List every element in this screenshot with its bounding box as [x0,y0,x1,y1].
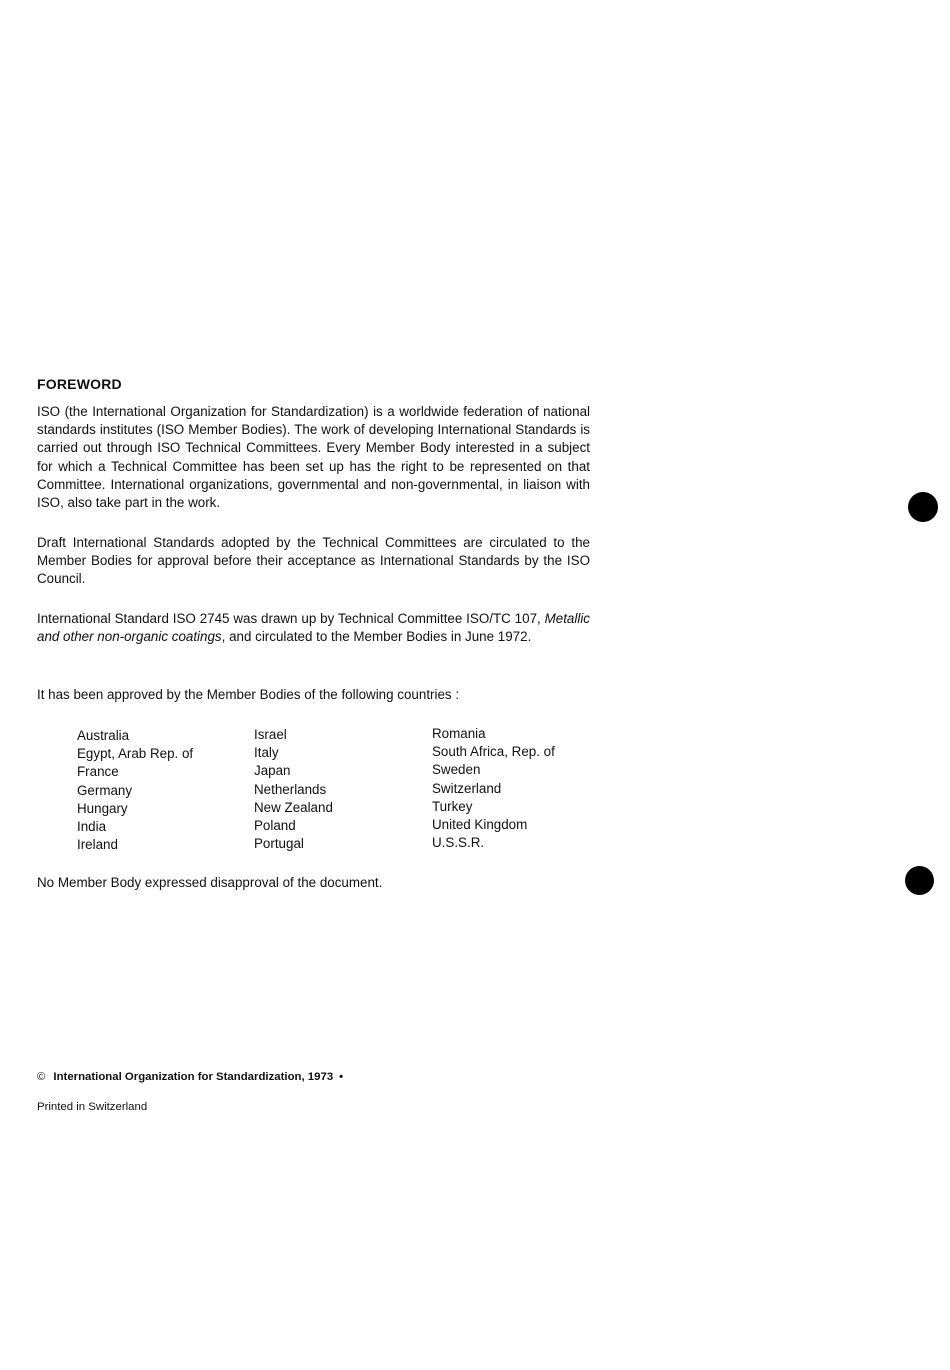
foreword-paragraph-1: ISO (the International Organization for Standardization) is a worldwide federation of national standards institutes (ISO Member Bodies). The work of developing International Standards is carried out through ISO Technical Committees. Every Member Body interested in a subject for which a Technical Committee has been set up has the right to be represented on that Committee. International organizations, governmental and non-governmental, in liaison with ISO, also take part in the work. [37,404,590,511]
country-name: U.S.S.R. [432,835,485,851]
punch-hole-mark-bottom [905,866,934,895]
country-name: Australia [77,728,130,743]
country-name: Ireland [77,837,118,853]
foreword-paragraph-3 [37,610,590,646]
bullet-icon: • [339,1071,344,1083]
countries-column-2 [254,726,333,853]
paragraph-3-text-end: , and circulated to the Member Bodies in June 1972. [221,629,532,645]
countries-column-3 [432,725,555,852]
country-name: Israel [254,727,287,742]
country-name: Turkey [432,798,473,814]
printed-location: Printed in Switzerland [37,1101,148,1113]
copyright-notice [37,1071,343,1083]
country-name: Switzerland [432,780,502,796]
country-name: India [77,819,107,835]
copyright-icon: © [37,1071,46,1083]
foreword-paragraph-2: Draft International Standards adopted by the Technical Committees are circulated to the Member Bodies for approval before their acceptance as International Standards by the ISO Council. [37,535,590,587]
country-name: South Africa, Rep. of [432,744,555,760]
countries-column-1 [77,727,193,854]
country-name: Romania [432,726,486,741]
country-name: Sweden [432,762,481,778]
paragraph-3-text-start: International Standard ISO 2745 was drawn up by Technical Committee ISO/TC 107, [37,611,545,626]
country-name: Egypt, Arab Rep. of [77,746,194,762]
committee-title: Metallic and other non-organic coatings [37,611,590,645]
country-name: Poland [254,818,296,834]
country-name: France [77,764,119,780]
country-name: Germany [77,782,133,798]
country-name: Portugal [254,836,304,852]
foreword-heading: FOREWORD [37,376,122,392]
punch-hole-mark-top [908,492,938,522]
copyright-text: International Organization for Standardization, 1973 [53,1071,334,1083]
country-name: Netherlands [254,781,327,797]
disapproval-note: No Member Body expressed disapproval of the document. [37,875,383,890]
approval-intro: It has been approved by the Member Bodies of the following countries : [37,687,460,702]
country-name: Japan [254,763,291,779]
country-name: New Zealand [254,799,333,815]
country-name: United Kingdom [432,817,528,833]
country-name: Italy [254,745,279,761]
country-name: Hungary [77,800,128,816]
